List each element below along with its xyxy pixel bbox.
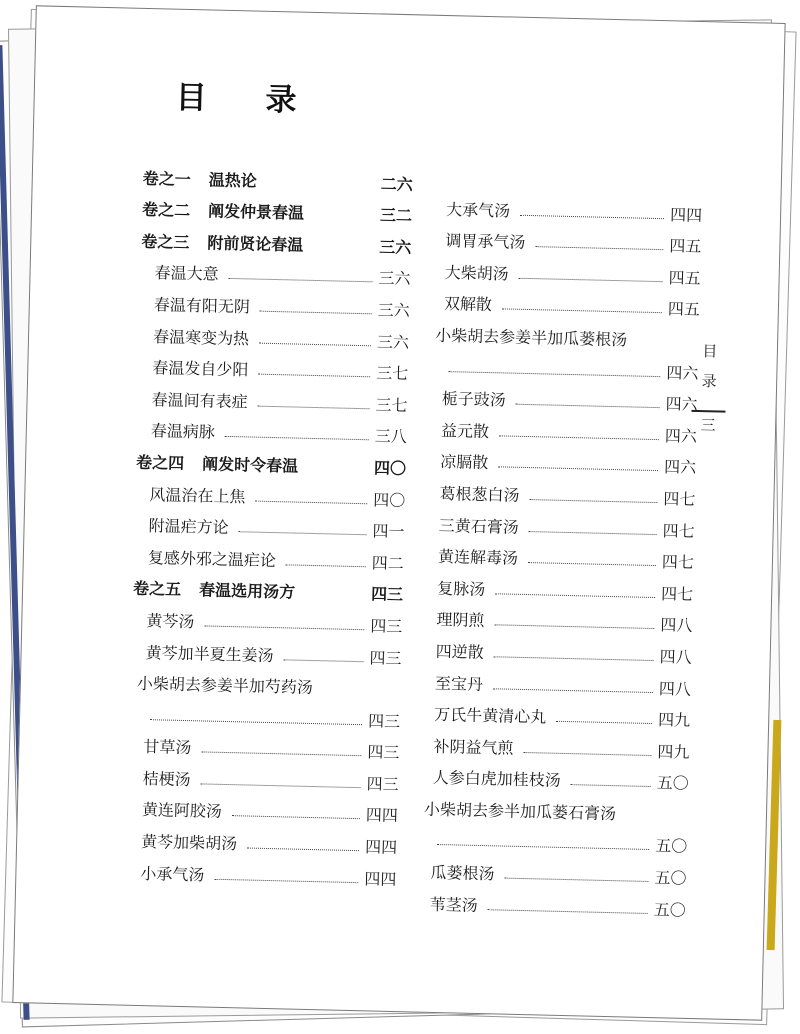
- entry-title: 万氏牛黄清心丸: [434, 704, 547, 727]
- toc-entry: [424, 504, 695, 542]
- toc-entry-wrapped: [131, 662, 402, 700]
- toc-entry: [129, 725, 400, 763]
- dot-leader: [529, 499, 657, 503]
- dot-leader: [204, 625, 364, 630]
- page-ref: 四四: [669, 204, 703, 225]
- page-ref: 四五: [667, 299, 701, 320]
- dot-leader: [571, 784, 651, 787]
- page-ref: 四四: [364, 868, 397, 889]
- dot-leader: [255, 500, 367, 504]
- entry-title: 桔梗汤: [142, 768, 191, 790]
- entry-title: 大承气汤: [445, 199, 511, 221]
- entry-title: 双解散: [443, 294, 493, 315]
- toc-entry: [427, 377, 698, 415]
- page-ref: 三七: [376, 363, 409, 384]
- page-ref: 四〇: [373, 489, 406, 510]
- toc-entry: [137, 410, 408, 448]
- dot-leader: [214, 878, 358, 882]
- toc-entry-wrapped: [418, 788, 689, 826]
- dot-leader: [556, 721, 652, 724]
- toc-entry: [425, 472, 696, 510]
- entry-title: 小柴胡去参姜半加瓜蒌根汤: [434, 325, 628, 350]
- volume-subtitle: 附前贤论春温: [207, 233, 304, 255]
- entry-title: 春温大意: [154, 263, 219, 285]
- page-ref: 二六: [380, 174, 413, 194]
- dot-leader: [504, 878, 648, 882]
- entry-title: 大柴胡汤: [444, 262, 509, 284]
- entry-title: 春温有阳无阴: [153, 295, 251, 317]
- page-ref: 三二: [379, 205, 413, 226]
- toc-entry: [430, 282, 701, 320]
- dot-leader: [502, 309, 662, 314]
- page-number: 三: [700, 416, 716, 435]
- page-ref: 四八: [658, 678, 692, 699]
- page-ref: 四三: [367, 711, 401, 731]
- dot-leader: [247, 848, 359, 852]
- toc-entry: [127, 820, 398, 858]
- volume-subtitle: 阐发时令春温: [201, 454, 299, 476]
- toc-entry: [416, 851, 687, 889]
- page-ref: 四四: [365, 805, 399, 826]
- toc-entry: [134, 536, 405, 574]
- volume-subtitle: 春温选用汤方: [198, 580, 296, 602]
- toc-entry: [126, 852, 397, 890]
- toc-volume-entry: [133, 567, 404, 605]
- page-ref: 四三: [367, 742, 400, 763]
- page-ref: 三六: [376, 331, 410, 352]
- dot-leader: [260, 311, 372, 315]
- page-ref: 三六: [378, 268, 411, 289]
- entry-title: 三黄石膏汤: [438, 515, 519, 537]
- entry-title: 黄连阿胶汤: [141, 800, 223, 822]
- dot-leader: [284, 659, 364, 662]
- volume-title: 卷之一: [142, 168, 192, 189]
- page-ref: 四七: [661, 552, 695, 573]
- entry-title: 人参白虎加桂枝汤: [432, 768, 561, 791]
- entry-title: 瓜蒌根汤: [430, 862, 495, 884]
- page-ref: 三八: [374, 426, 408, 447]
- dot-leader: [228, 278, 372, 282]
- toc-left-column: [126, 157, 413, 890]
- entry-title: 小柴胡去参半加瓜蒌石膏汤: [423, 799, 617, 824]
- page-ref: 四五: [669, 236, 702, 257]
- entry-title: 春温寒变为热: [152, 326, 250, 348]
- toc-entry: [128, 789, 399, 827]
- toc-entry: [420, 693, 691, 731]
- dot-leader: [498, 467, 658, 472]
- dot-leader: [494, 656, 654, 661]
- toc-page: [12, 5, 785, 1020]
- dot-leader: [258, 374, 370, 378]
- dot-leader: [520, 214, 664, 218]
- entry-title: 风温治在上焦: [149, 484, 246, 506]
- entry-title: 至宝丹: [434, 673, 484, 694]
- entry-title: 苇茎汤: [429, 894, 479, 915]
- toc-entry: [430, 251, 701, 289]
- page-ref: 五〇: [653, 899, 686, 920]
- page-ref: 四七: [663, 489, 696, 509]
- toc-entry: [135, 473, 406, 511]
- toc-entry: [131, 631, 402, 669]
- dot-leader: [519, 278, 663, 282]
- entry-title: 理阴煎: [436, 610, 485, 631]
- page-title: 目 录: [175, 79, 321, 120]
- page-ref: 五〇: [654, 868, 687, 888]
- dot-leader: [494, 625, 654, 630]
- page-ref: 三七: [375, 395, 408, 415]
- volume-subtitle: 温热论: [208, 170, 258, 191]
- dot-leader: [535, 246, 663, 250]
- dot-leader: [493, 688, 653, 693]
- entry-title: 栀子豉汤: [441, 389, 506, 410]
- toc-entry: [421, 661, 692, 699]
- page-ref: 五〇: [656, 773, 689, 794]
- running-head-rule: [691, 410, 725, 413]
- dot-leader: [225, 436, 369, 440]
- dot-leader: [488, 909, 648, 914]
- page-ref: 四六: [666, 362, 699, 383]
- page-ref: 四一: [372, 521, 405, 542]
- volume-title: 卷之二: [141, 200, 191, 221]
- toc-entry: [419, 725, 690, 763]
- page-ref: 四八: [660, 615, 693, 636]
- volume-title: 卷之四: [135, 452, 185, 473]
- toc-entry-wrapped: [429, 314, 700, 352]
- toc-entry: [140, 252, 411, 290]
- toc-entry: [138, 346, 409, 384]
- dot-leader: [448, 371, 660, 377]
- dot-leader: [529, 531, 657, 535]
- toc-entry: [419, 756, 690, 794]
- entry-title: 葛根葱白汤: [439, 483, 520, 505]
- toc-entry: [139, 315, 410, 353]
- page-ref: 四六: [665, 394, 698, 415]
- toc-entry: [134, 504, 405, 542]
- toc-volume-entry: [136, 441, 407, 479]
- toc-entry: [416, 883, 687, 921]
- running-head: [691, 344, 727, 434]
- page-ref: 四三: [370, 584, 404, 605]
- entry-title: 益元散: [440, 420, 490, 441]
- entry-title: 黄芩汤: [146, 610, 195, 632]
- entry-title: 调胃承气汤: [445, 231, 526, 253]
- volume-title: 卷之三: [141, 231, 190, 252]
- entry-title: 春温发自少阳: [152, 358, 249, 380]
- running-head-char: 录: [701, 372, 717, 391]
- dot-leader: [495, 593, 655, 598]
- toc-entry: [423, 567, 694, 605]
- page-ref: 四六: [664, 425, 698, 446]
- dot-leader: [523, 752, 651, 756]
- toc-entry: [422, 598, 693, 636]
- dot-leader: [528, 562, 656, 566]
- entry-title: 春温病脉: [150, 421, 216, 442]
- page-ref: 四〇: [373, 458, 407, 479]
- entry-title: 补阴益气煎: [433, 736, 514, 758]
- page-ref: 五〇: [654, 836, 688, 857]
- entry-title: 小承气汤: [140, 863, 205, 885]
- volume-title: 卷之五: [132, 579, 182, 600]
- dot-leader: [516, 404, 660, 408]
- toc-entry: [422, 630, 693, 668]
- toc-entry: [432, 188, 703, 226]
- entry-title: 凉膈散: [439, 452, 489, 473]
- dot-leader: [201, 783, 361, 788]
- page-ref: 四三: [366, 774, 399, 794]
- toc-volume-entry: [141, 220, 412, 258]
- entry-title: 甘草汤: [143, 737, 192, 758]
- page-ref: 四九: [657, 741, 690, 762]
- entry-title: 黄芩加半夏生姜汤: [145, 642, 274, 665]
- toc-right-column: [416, 188, 703, 921]
- entry-title: 复脉汤: [437, 578, 486, 599]
- page-ref: 四四: [364, 837, 398, 858]
- dot-leader: [437, 844, 649, 850]
- page-ref: 四七: [660, 583, 694, 604]
- toc-entry: [431, 219, 702, 257]
- page-ref: 四七: [662, 520, 695, 541]
- entry-title: 附温疟方论: [148, 516, 229, 538]
- toc-volume-entry: [142, 188, 413, 226]
- toc-entry: [426, 440, 697, 478]
- entry-title: 复感外邪之温疟论: [147, 547, 277, 570]
- entry-title: 春温间有表症: [151, 389, 248, 412]
- dot-leader: [239, 531, 367, 535]
- volume-subtitle: 阐发仲景春温: [207, 201, 305, 223]
- toc-volume-entry: [143, 157, 414, 195]
- page-ref: 四八: [659, 647, 692, 667]
- page-ref: 三六: [379, 237, 412, 257]
- page-ref: 四二: [371, 553, 405, 573]
- entry-title: 小柴胡去参姜半加芍药汤: [136, 673, 314, 698]
- page-ref: 四三: [370, 616, 403, 637]
- page-ref: 四三: [369, 647, 402, 668]
- toc-entry: [427, 409, 698, 447]
- running-head-char: 目: [702, 342, 718, 361]
- page-ref: 四五: [668, 268, 701, 288]
- entry-title: 黄芩加柴胡汤: [140, 832, 238, 854]
- dot-leader: [201, 752, 361, 757]
- page-ref: 四九: [657, 710, 691, 731]
- page-ref: 四六: [663, 457, 697, 478]
- dot-leader: [259, 342, 371, 346]
- toc-entry: [137, 378, 408, 416]
- toc-entry: [424, 535, 695, 573]
- entry-title: 四逆散: [435, 641, 484, 662]
- dot-leader: [257, 405, 369, 409]
- dot-leader: [499, 435, 659, 440]
- dot-leader: [232, 816, 360, 820]
- dot-leader: [150, 719, 362, 725]
- toc-entry: [128, 757, 399, 795]
- toc-entry: [132, 599, 403, 637]
- entry-title: 黄连解毒汤: [437, 547, 519, 568]
- page-ref: 三六: [377, 300, 410, 321]
- dot-leader: [286, 564, 366, 567]
- toc-entry: [140, 283, 411, 321]
